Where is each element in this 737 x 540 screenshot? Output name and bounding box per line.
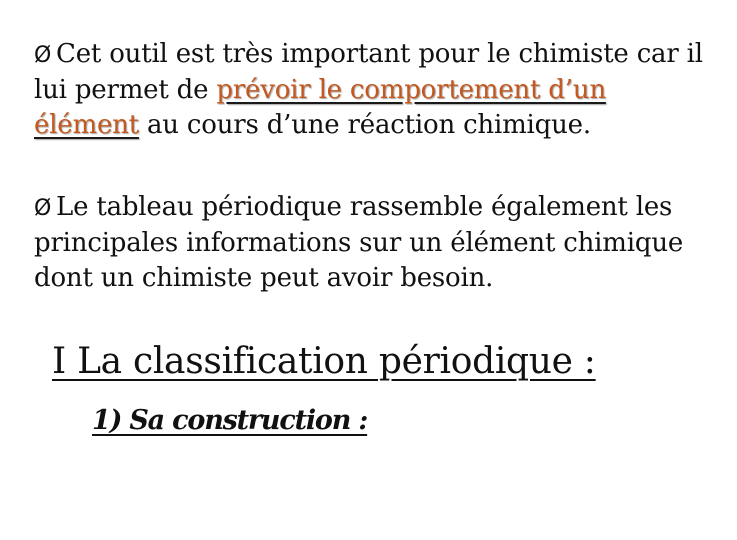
subsection-heading: 1) Sa construction : [92,405,368,436]
paragraph-periodic-table [34,190,714,296]
paragraph-1-text-before: Cet outil est très important pour le chimiste car il lui permet de [34,39,703,105]
paragraph-1-text-after: au cours d’une réaction chimique. [138,110,591,140]
arrow-bullet-icon: Ø [34,43,52,68]
section-heading: I La classification périodique : [52,341,596,382]
paragraph-2-text: Le tableau périodique rassemble également les principales informations sur un élément chimique dont un chimiste peut avoir besoin. [34,192,684,293]
paragraph-chemist-tool [34,37,714,143]
arrow-bullet-icon: Ø [34,196,52,221]
paragraph-1-highlight: prévoir le comportement d’un élément [34,75,606,140]
